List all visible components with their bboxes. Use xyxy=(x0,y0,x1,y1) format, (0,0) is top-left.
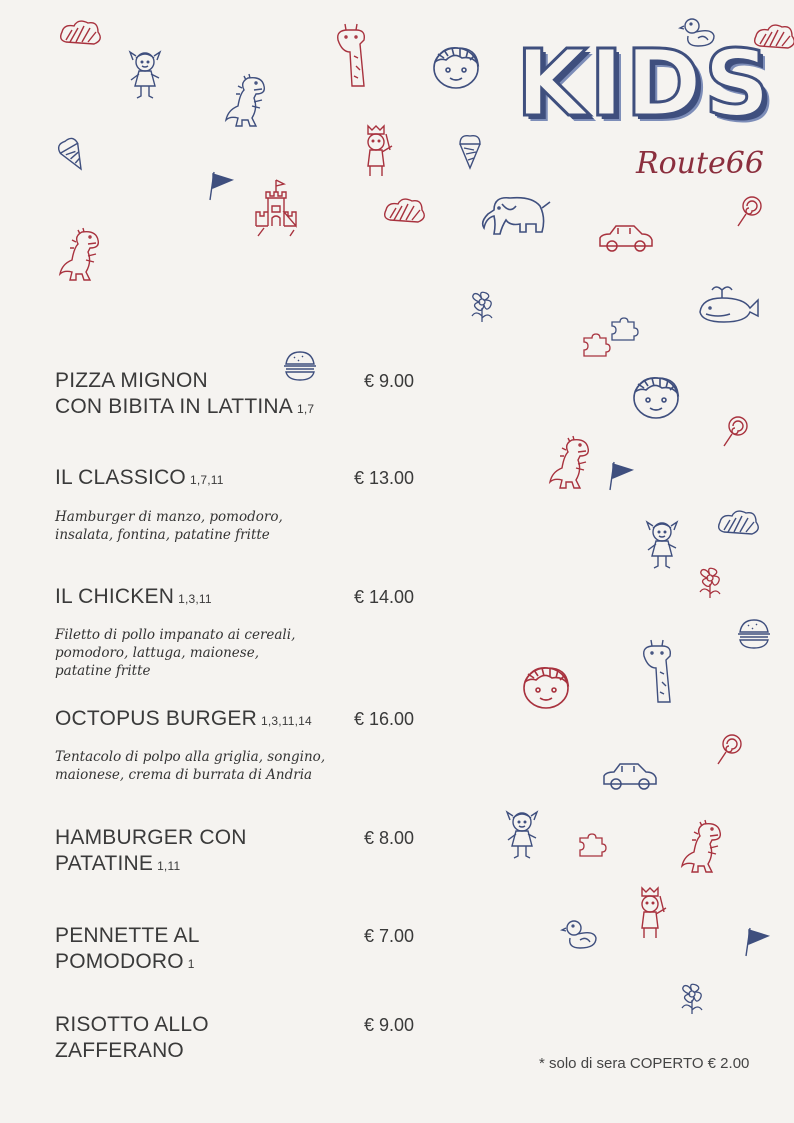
king-icon xyxy=(642,888,666,938)
giraffe-icon xyxy=(338,24,365,86)
cover-charge-note: * solo di sera COPERTO € 2.00 xyxy=(539,1055,750,1072)
duck-icon xyxy=(562,921,596,948)
menu-item-name-line: RISOTTO ALLO xyxy=(55,1013,209,1036)
menu-item-price: € 8.00 xyxy=(363,828,414,848)
menu-item-name-line: PATATINE xyxy=(55,852,154,875)
girl-icon xyxy=(130,52,160,98)
menu-item-price: € 9.00 xyxy=(363,371,414,391)
menu-item-name-line: PENNETTE AL xyxy=(55,924,200,947)
menu-item-description xyxy=(55,508,355,544)
menu-item-name-line: PIZZA MIGNON xyxy=(55,369,208,392)
cloud-icon xyxy=(385,199,425,222)
description-line: patatine fritte xyxy=(55,663,151,679)
car-icon xyxy=(604,764,656,789)
lollipop-icon xyxy=(718,735,741,764)
description-line: maionese, crema di burrata di Andria xyxy=(55,767,313,783)
whale-icon xyxy=(700,287,758,322)
ice-cream-icon xyxy=(56,136,89,174)
hamburger-icon xyxy=(738,620,770,648)
cloud-icon xyxy=(719,511,759,534)
allergen-codes: 1,7,11 xyxy=(189,473,224,487)
menu-item-name-line: IL CLASSICO xyxy=(55,466,186,489)
description-line: Filetto di pollo impanato ai cereali, xyxy=(55,627,296,643)
description-line: pomodoro, lattuga, maionese, xyxy=(55,645,260,661)
page-title: KIDS xyxy=(516,30,773,137)
allergen-codes: 1,3,11,14 xyxy=(260,714,312,728)
flower-icon xyxy=(682,984,702,1014)
flag-icon xyxy=(610,462,632,490)
menu-item-price: € 13.00 xyxy=(353,468,414,488)
menu-item-price: € 9.00 xyxy=(363,1015,414,1035)
lollipop-icon xyxy=(738,197,761,226)
boy-face-icon xyxy=(434,48,478,88)
castle-icon xyxy=(256,180,296,236)
cloud-icon xyxy=(61,21,101,44)
ice-cream-icon xyxy=(460,136,480,168)
menu-item-price: € 14.00 xyxy=(353,587,414,607)
allergen-codes: 1,11 xyxy=(157,859,181,873)
description-line: Hamburger di manzo, pomodoro, xyxy=(55,509,283,525)
flag-icon xyxy=(210,172,232,200)
menu-item-name-line: ZAFFERANO xyxy=(55,1039,184,1062)
menu-item-description xyxy=(55,626,355,680)
girl-icon xyxy=(507,812,537,858)
menu-item-name-line: IL CHICKEN xyxy=(55,585,175,608)
menu-item-name-line: CON BIBITA IN LATTINA xyxy=(55,395,293,418)
giraffe-icon xyxy=(644,640,671,702)
boy-face-icon xyxy=(524,668,568,708)
allergen-codes: 1 xyxy=(187,957,195,971)
description-line: Tentacolo di polpo alla griglia, songino, xyxy=(55,749,326,765)
puzzle-icon xyxy=(584,334,610,356)
menu-item-price: € 7.00 xyxy=(363,926,414,946)
menu-item-name-line: OCTOPUS BURGER xyxy=(55,707,257,730)
allergen-codes: 1,7 xyxy=(296,402,315,416)
dinosaur-icon xyxy=(60,228,98,280)
car-icon xyxy=(600,226,652,251)
flower-icon xyxy=(472,292,492,322)
flag-icon xyxy=(746,928,768,956)
menu-item-name-line: HAMBURGER CON xyxy=(55,826,247,849)
menu-item-price: € 16.00 xyxy=(353,709,414,729)
boy-face-icon xyxy=(634,378,678,418)
menu-item-name-line: POMODORO xyxy=(55,950,184,973)
dinosaur-icon xyxy=(682,820,720,872)
lollipop-icon xyxy=(724,417,747,446)
flower-icon xyxy=(700,568,720,598)
menu-item-description xyxy=(55,748,355,784)
dinosaur-icon xyxy=(550,436,588,488)
restaurant-subtitle: Route66 xyxy=(636,146,764,181)
dinosaur-icon xyxy=(226,74,264,126)
elephant-icon xyxy=(483,198,550,234)
girl-icon xyxy=(647,522,677,568)
king-icon xyxy=(368,126,392,176)
description-line: insalata, fontina, patatine fritte xyxy=(55,527,270,543)
puzzle-icon xyxy=(612,318,638,340)
allergen-codes: 1,3,11 xyxy=(178,592,212,606)
puzzle-icon xyxy=(580,834,606,856)
